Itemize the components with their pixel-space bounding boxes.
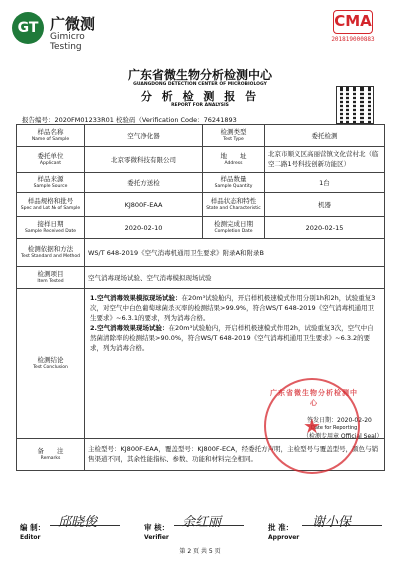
value-state: 机器 — [265, 193, 385, 217]
value-test-type: 委托检测 — [265, 125, 385, 147]
approver-sign: 谢小保 — [312, 515, 352, 530]
label-remarks: 备 注 Remarks — [17, 439, 85, 471]
label-sample-name: 样品名称 Name of Sample — [17, 125, 85, 147]
conclusion-item-2: 2.空气消毒效果现场试验：在20m³试验舱内，开启样机极速模式作用2h，试验重复3次，空气中自然菌清除率的检测结果>90.0%，符合WS/T 648-2019《空气消毒机通用卫生要求》~6.3.2的要求，列为消毒合格。 — [90, 324, 374, 353]
report-subtitle-en: REPORT FOR ANALYSIS — [171, 103, 229, 108]
label-received-date: 接样日期 Sample Received Date — [17, 217, 85, 239]
seal-star-icon: ★ — [303, 414, 321, 438]
value-received-date: 2020-02-10 — [85, 217, 203, 239]
label-standard: 检测依据和方法 Test Standard and Method — [17, 239, 85, 267]
page-number: 第 2 页 共 5 页 — [179, 548, 221, 555]
label-sample-quantity: 样品数量 Sample Quantity — [203, 173, 265, 193]
label-items: 检测项目 Item Tested — [17, 267, 85, 289]
verifier-signature — [144, 515, 222, 541]
official-seal-icon — [264, 378, 360, 474]
cma-logo: CMA — [333, 10, 373, 34]
seal-text: 广东省微生物分析检测中心 — [270, 389, 358, 407]
logo-mark: GT — [12, 12, 44, 44]
label-sample-source: 样品来源 Sample Source — [17, 173, 85, 193]
editor-label: 编 制： — [20, 523, 46, 532]
table-row — [17, 147, 385, 173]
label-applicant: 委托单位 Applicant — [17, 147, 85, 173]
editor-label-en: Editor — [20, 534, 41, 541]
issue-date-en: Date for Reporting — [311, 425, 358, 431]
logo-name-cn: 广微测 — [50, 15, 96, 33]
cma-number: 201819000883 — [331, 36, 375, 43]
approver-signature — [268, 515, 352, 541]
table-row — [17, 193, 385, 217]
verifier-label-en: Verifier — [144, 534, 169, 541]
value-spec: KJ800F-EAA — [85, 193, 203, 217]
table-row — [17, 217, 385, 239]
report-subtitle-cn: 分 析 检 测 报 告 — [140, 90, 260, 103]
label-address: 地 址 Address — [203, 147, 265, 173]
label-completion-date: 检测完成日期 Completion Date — [203, 217, 265, 239]
value-address: 北京市顺义区高丽营镇文化营村北（临空二路1号科技创新功能区） — [265, 147, 385, 173]
value-completion-date: 2020-02-15 — [265, 217, 385, 239]
value-items: 空气消毒现场试验、空气消毒模拟现场试验 — [85, 267, 385, 289]
label-conclusion: 检测结论 Test Conclusion — [17, 289, 85, 439]
company-logo — [12, 10, 117, 52]
verifier-sign: 余红丽 — [182, 515, 222, 530]
editor-sign: 邱晓俊 — [58, 515, 98, 530]
report-number: 报告编号：2020FM01233R01 校验码（Verification Code：76241893 — [22, 116, 237, 124]
value-sample-quantity: 1台 — [265, 173, 385, 193]
issue-date: 签发日期：2020-02-20 — [307, 417, 372, 424]
cma-mark — [322, 10, 384, 50]
conclusion-item-1: 1.空气消毒效果模拟现场试验：在20m³试验舱内，开启样机极速模式作用分别1h和2h，试验重复3次，对空气中白色葡萄球菌杀灭率的检测结果>99.9%，符合WS/T 648-2019《空气消毒机通用卫生要求》~6.3.1的要求，列为消毒合格。 — [90, 294, 376, 323]
approver-label: 批 准： — [268, 523, 294, 532]
label-test-type: 检测类型 Test Type — [203, 125, 265, 147]
editor-signature — [20, 515, 98, 541]
table-row — [17, 239, 385, 267]
signature-bar — [20, 515, 390, 541]
label-state: 样品状态和特性 State and Characteristic — [203, 193, 265, 217]
verifier-label: 审 核： — [144, 523, 170, 532]
official-seal-label: （检测专用章 Official Seal） — [303, 433, 383, 440]
value-sample-name: 空气净化器 — [85, 125, 203, 147]
report-title-en: GUANGDONG DETECTION CENTER OF MICROBIOLOGY — [133, 82, 267, 87]
value-applicant: 北京零微科技有限公司 — [85, 147, 203, 173]
approver-label-en: Approver — [268, 534, 300, 541]
label-spec: 样品规格和批号 Spec and Lot № of Sample — [17, 193, 85, 217]
value-remarks: 主检型号：KJ800F-EAA，覆盖型号：KJ800F-ECA，经委托方声明，主检型号与覆盖型号，颜色与销售渠道不同，其余性能指标、参数、功能和材料完全相同。 — [85, 439, 385, 471]
report-title-cn: 广东省微生物分析检测中心 — [127, 68, 272, 82]
value-sample-source: 委托方送检 — [85, 173, 203, 193]
qr-code-icon — [336, 86, 374, 124]
value-standard: WS/T 648-2019《空气消毒机通用卫生要求》附录A和附录B — [85, 239, 385, 267]
table-row — [17, 173, 385, 193]
table-row — [17, 125, 385, 147]
table-row — [17, 267, 385, 289]
logo-name-en: Gimicro Testing — [50, 32, 85, 52]
